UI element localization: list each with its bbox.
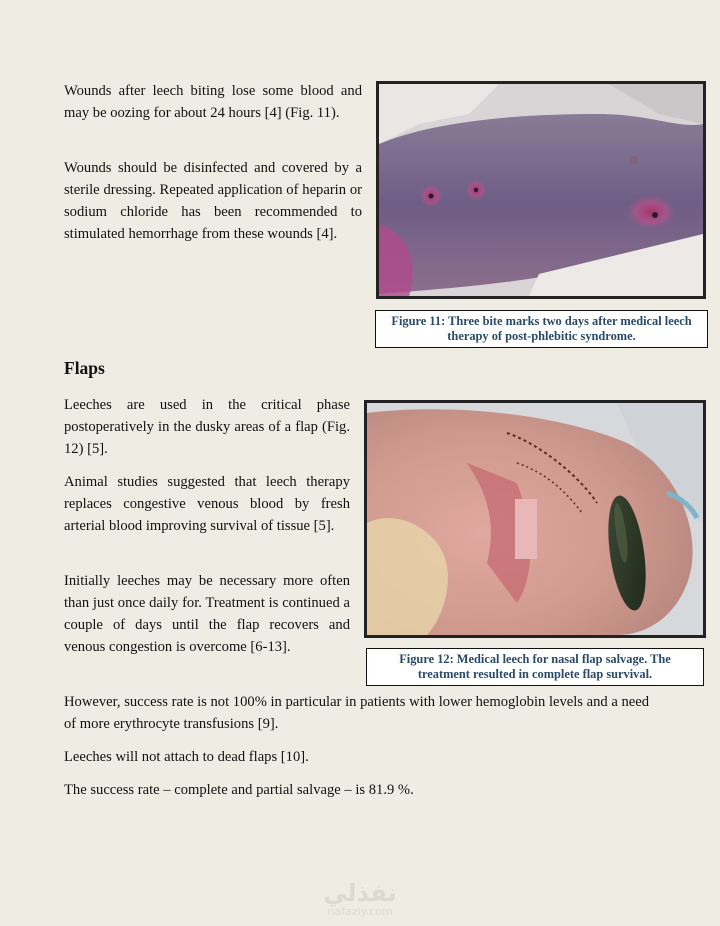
watermark-arabic: نفذلي bbox=[323, 879, 397, 907]
figure-12-photo bbox=[364, 400, 706, 638]
paragraph-dead-flaps: Leeches will not attach to dead flaps [10]. bbox=[64, 749, 309, 765]
paragraph-flap-usage: Leeches are used in the critical phase postoperatively in the dusky areas of a flap (Fig. 12) [5]. bbox=[64, 397, 350, 457]
figure-11-caption: Figure 11: Three bite marks two days after medical leech therapy of post-phlebitic syndrome. bbox=[375, 310, 708, 348]
paragraph-treatment-frequency: Initially leeches may be necessary more often than just once daily for. Treatment is continued a couple of days until the flap recovers and venous congestion is overcome [6-13]. bbox=[64, 573, 350, 655]
figure-11-photo bbox=[376, 81, 706, 299]
figure-12-caption: Figure 12: Medical leech for nasal flap salvage. The treatment resulted in complete flap survival. bbox=[366, 648, 704, 686]
paragraph-animal-studies: Animal studies suggested that leech therapy replaces congestive venous blood by fresh arterial blood improving survival of tissue [5]. bbox=[64, 474, 350, 534]
watermark-latin: nafazly.com bbox=[327, 905, 393, 918]
paragraph-wound-disinfection: Wounds should be disinfected and covered by a sterile dressing. Repeated application of heparin or sodium chloride has been recommended to stimulated hemorrhage from these wounds [4]. bbox=[64, 160, 362, 242]
nasal-flap-leech-image bbox=[367, 403, 703, 635]
leg-bite-marks-image bbox=[379, 84, 703, 296]
paragraph-wound-oozing: Wounds after leech biting lose some blood and may be oozing for about 24 hours [4] (Fig. 11). bbox=[64, 83, 362, 121]
section-heading-flaps: Flaps bbox=[64, 358, 105, 378]
watermark bbox=[300, 880, 420, 918]
paragraph-success-rate: The success rate – complete and partial salvage – is 81.9 %. bbox=[64, 782, 414, 798]
paragraph-success-rate-limits: However, success rate is not 100% in particular in patients with lower hemoglobin levels and a need of more erythrocyte transfusions [9]. bbox=[64, 694, 650, 732]
